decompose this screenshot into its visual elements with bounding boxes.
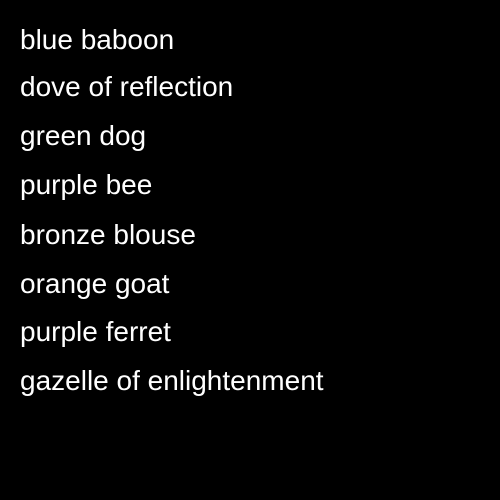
list-item: orange goat [20,268,170,299]
list-item: purple ferret [20,316,171,347]
list-item: blue baboon [20,24,175,55]
list-item: bronze blouse [20,219,196,250]
list-item: dove of reflection [20,71,234,102]
list-item: gazelle of enlightenment [20,365,324,396]
list-item: purple bee [20,169,153,200]
list-item: green dog [20,120,147,151]
